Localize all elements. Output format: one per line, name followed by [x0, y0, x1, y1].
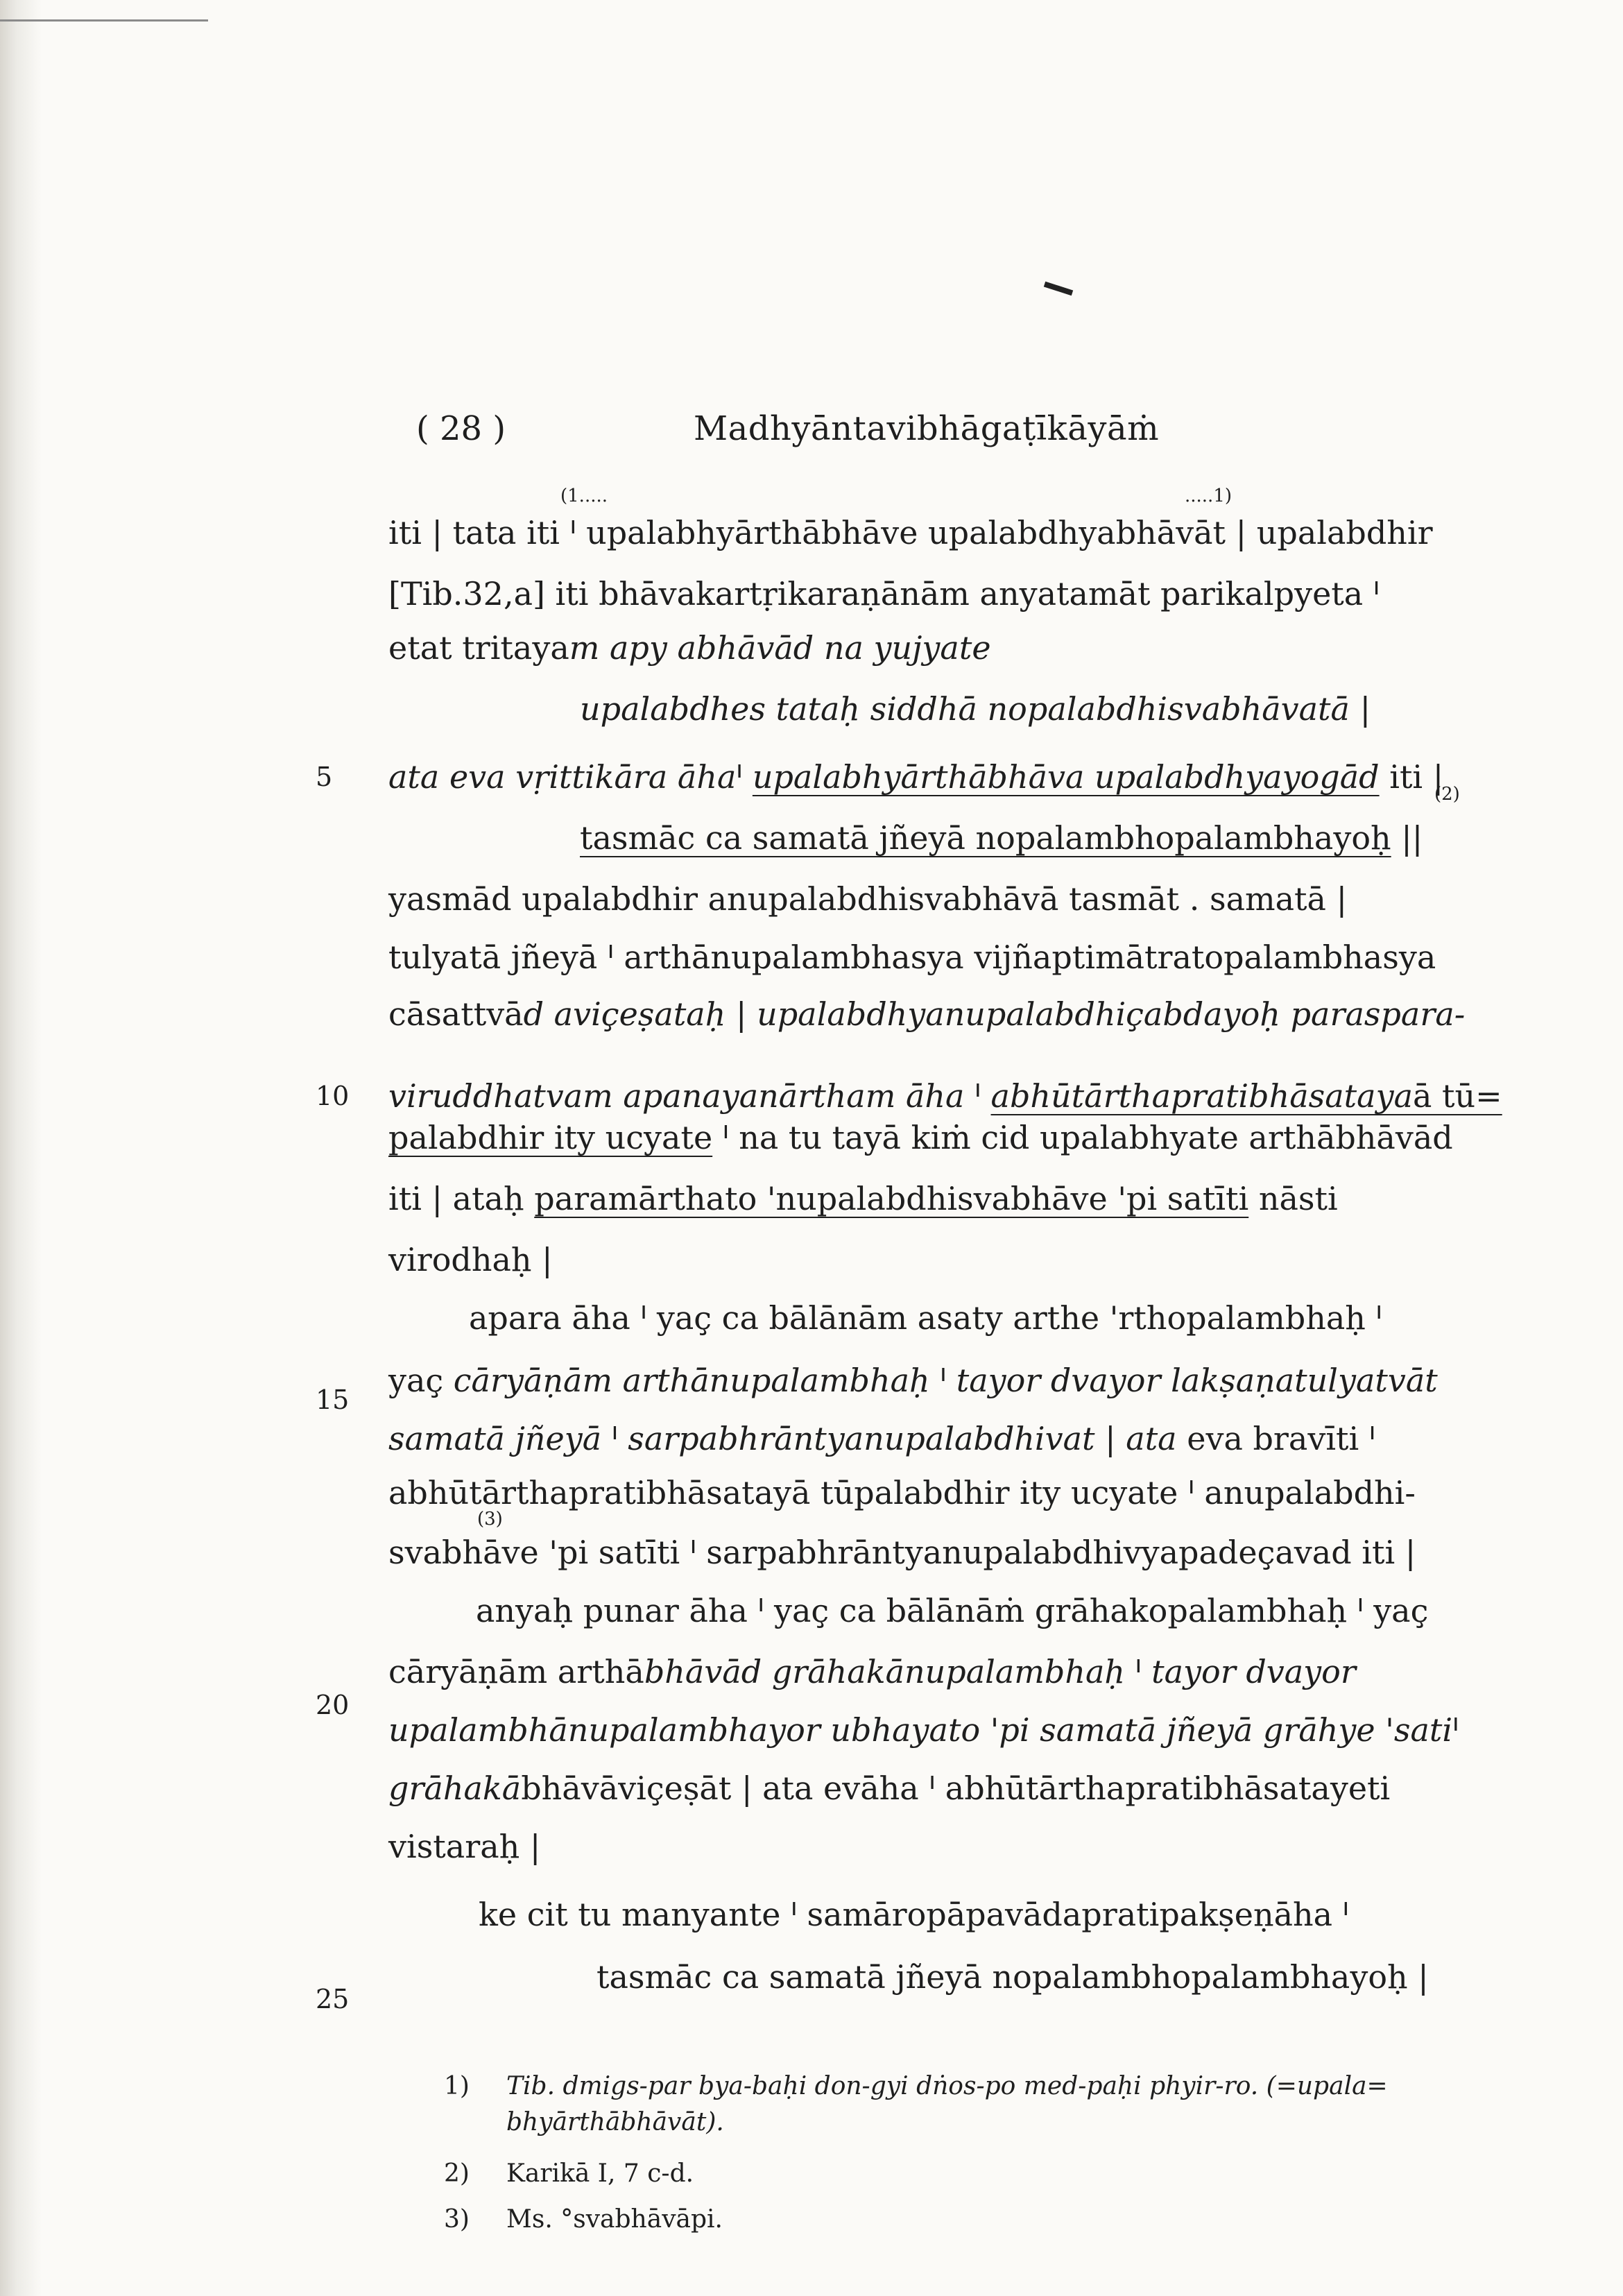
text-line-1: iti | tata iti ᑊ upalabhyārthābhāve upalabdhyabhāvāt | upalabdhir: [388, 514, 1433, 551]
text-line-17: abhūtārthapratibhāsatayā tūpalabdhir ity ucyate ᑊ anupalabdhi-: [388, 1474, 1416, 1511]
running-title: Madhyāntavibhāgaṭīkāyāṁ: [694, 409, 1160, 448]
text-line-16: samatā jñeyā ᑊ sarpabhrāntyanupalabdhivat | ata eva bravīti ᑊ: [388, 1420, 1375, 1457]
footnote-marker-1-open: (1.....: [560, 486, 608, 506]
text-line-13: virodhaḥ |: [388, 1241, 553, 1278]
footnote-marker-1-close: .....1): [1185, 486, 1233, 506]
text-line-22: grāhakābhāvāviçeṣāt | ata evāha ᑊ abhūtārthapratibhāsatayeti: [388, 1770, 1391, 1807]
text-line-5: ata eva vṛittikāra āhaᑊ upalabhyārthābhāva upalabdhyayogād iti |: [388, 758, 1444, 796]
text-line-14: apara āha ᑊ yaç ca bālānām asaty arthe 'rthopalambhaḥ ᑊ: [469, 1299, 1382, 1337]
line-number-15: 15: [316, 1385, 350, 1415]
page-number: ( 28 ): [416, 409, 506, 448]
line-number-10: 10: [316, 1081, 350, 1111]
text-line-19: anyaḥ punar āha ᑊ yaç ca bālānāṁ grāhakopalambhaḥ ᑊ yaç: [476, 1592, 1429, 1629]
verse-line-2: tasmāc ca samatā jñeyā nopalambhopalambhayoḥ ||: [580, 819, 1423, 857]
text-line-20: cāryāṇām arthābhāvād grāhakānupalambhaḥ ᑊ tayor dvayor: [388, 1653, 1356, 1690]
footnote-1-continuation: bhyārthābhāvāt).: [506, 2108, 724, 2136]
text-line-24: ke cit tu manyante ᑊ samāropāpavādapratipakṣeṇāha ᑊ: [479, 1896, 1349, 1933]
footnote-2: 2) Karikā I, 7 c-d.: [444, 2159, 694, 2188]
stray-ink-mark: [1044, 282, 1073, 296]
line-number-20: 20: [316, 1690, 350, 1720]
text-line-8: tulyatā jñeyā ᑊ arthānupalambhasya vijñaptimātratopalambhasya: [388, 939, 1436, 976]
scan-top-rule: [0, 19, 208, 22]
line-number-25: 25: [316, 1984, 350, 2014]
text-line-15: yaç cāryāṇām arthānupalambhaḥ ᑊ tayor dvayor lakṣaṇatulyatvāt: [388, 1362, 1438, 1399]
verse-line-3: tasmāc ca samatā jñeyā nopalambhopalambhayoḥ |: [596, 1958, 1429, 1996]
text-line-10: viruddhatvam apanayanārtham āha ᑊ abhūtārthapratibhāsatayaā tū=: [388, 1077, 1502, 1115]
text-line-9: cāsattvād aviçeṣataḥ | upalabdhyanupalabdhiçabdayoḥ paraspara-: [388, 995, 1466, 1033]
text-line-23: vistaraḥ |: [388, 1828, 541, 1865]
line-number-5: 5: [316, 762, 333, 792]
verse-line-1: upalabdhes tataḥ siddhā nopalabdhisvabhāvatā |: [580, 690, 1371, 728]
text-line-18: svabhāve 'pi satīti ᑊ sarpabhrāntyanupalabdhivyapadeçavad iti |: [388, 1534, 1416, 1571]
text-line-11: palabdhir ity ucyate ᑊ na tu tayā kiṁ cid upalabhyate arthābhāvād: [388, 1119, 1453, 1156]
scan-margin-shadow: [0, 0, 42, 2296]
footnote-3: 3) Ms. °svabhāvāpi.: [444, 2205, 723, 2234]
text-line-7: yasmād upalabdhir anupalabdhisvabhāvā tasmāt . samatā |: [388, 880, 1348, 918]
footnote-marker-2: (2): [1434, 784, 1460, 805]
footnote-marker-3: (3): [477, 1509, 503, 1530]
text-line-3: etat tritaya m apy abhāvād na yujyate: [388, 629, 991, 667]
footnote-1: 1) Tib. dmigs-par bya-baḥi don-gyi dṅos-po med-paḥi phyir-ro. (=upala=: [444, 2072, 1388, 2100]
text-line-2: [Tib.32,a] iti bhāvakartṛikaraṇānām anyatamāt parikalpyeta ᑊ: [388, 575, 1380, 612]
text-line-12: iti | ataḥ paramārthato 'nupalabdhisvabhāve 'pi satīti nāsti: [388, 1180, 1338, 1217]
text-line-21: upalambhānupalambhayor ubhayato 'pi samatā jñeyā grāhye 'satiᑊ: [388, 1711, 1459, 1749]
